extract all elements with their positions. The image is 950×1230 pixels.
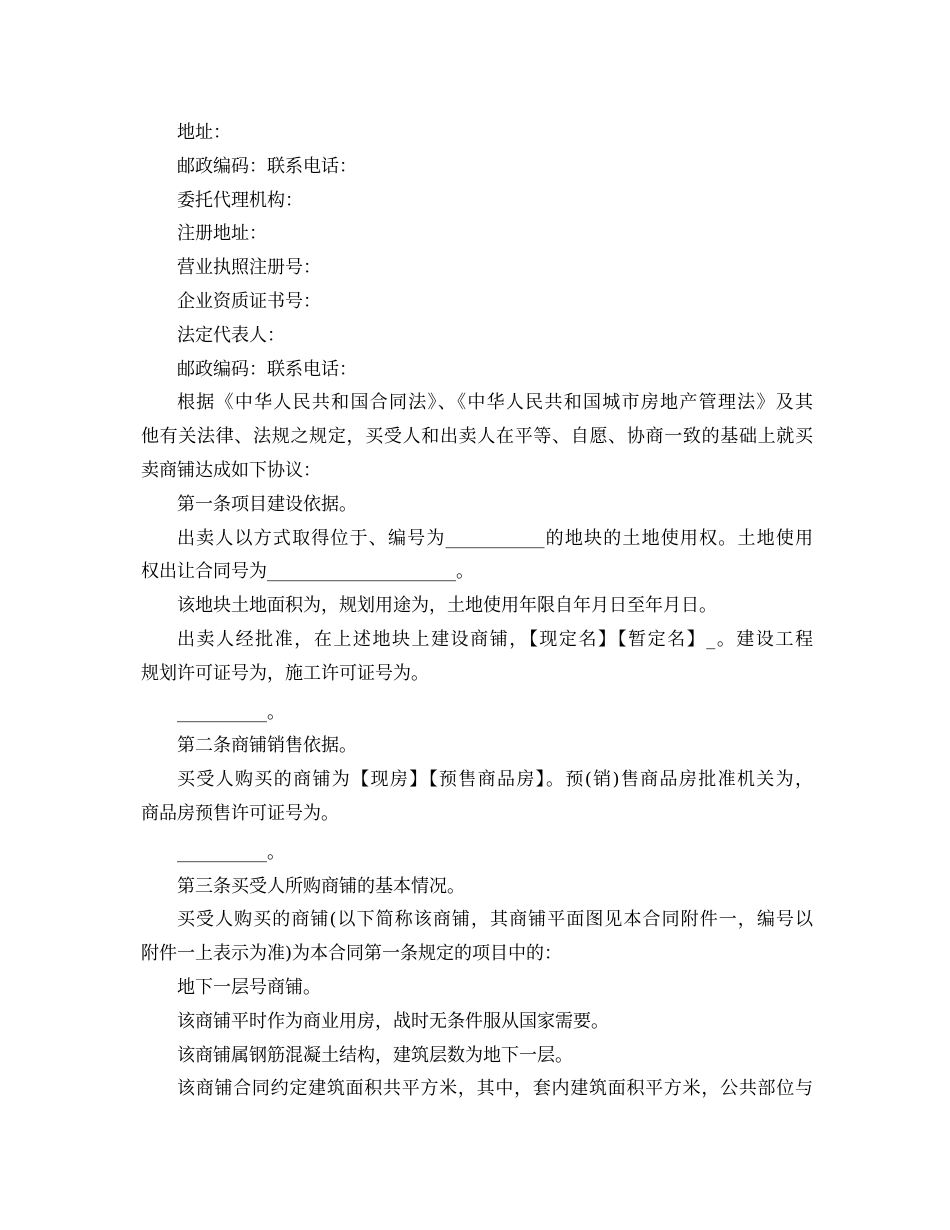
text-line: 该商铺平时作为商业用房，战时无条件服从国家需要。 — [177, 1010, 609, 1032]
blank-fill-line: __________。 — [177, 841, 285, 863]
text-line: 他有关法律、法规之规定，买受人和出卖人在平等、自愿、协商一致的基础上就买 — [141, 426, 813, 448]
text-line: 附件一上表示为准)为本合同第一条规定的项目中的： — [141, 943, 563, 965]
text-line: 注册地址： — [177, 223, 267, 245]
text-line: 该商铺合同约定建筑面积共平方米，其中，套内建筑面积平方米，公共部位与 — [177, 1078, 813, 1100]
text-line: 地下一层号商铺。 — [177, 976, 321, 998]
blank-fill-line: __________。 — [177, 701, 285, 723]
text-line: 委托代理机构： — [177, 189, 303, 211]
section-heading: 第二条商铺销售依据。 — [177, 735, 357, 757]
section-heading: 第三条买受人所购商铺的基本情况。 — [177, 875, 465, 897]
text-line: 规划许可证号为，施工许可证号为。 — [141, 662, 429, 684]
section-heading: 第一条项目建设依据。 — [177, 493, 357, 515]
text-line: 企业资质证书号： — [177, 290, 321, 312]
text-line: 邮政编码：联系电话： — [177, 358, 357, 380]
text-line: 该商铺属钢筋混凝土结构，建筑层数为地下一层。 — [177, 1044, 573, 1066]
text-line: 商品房预售许可证号为。 — [141, 802, 339, 824]
text-line: 根据《中华人民共和国合同法》、《中华人民共和国城市房地产管理法》及其 — [177, 392, 813, 414]
text-line: 营业执照注册号： — [177, 257, 321, 279]
text-line: 买受人购买的商铺(以下简称该商铺，其商铺平面图见本合同附件一，编号以 — [177, 909, 813, 931]
text-line: 出卖人经批准，在上述地块上建设商铺，【现定名】【暂定名】_。建设工程 — [177, 628, 813, 650]
text-line: 买受人购买的商铺为【现房】【预售商品房】。预(销)售商品房批准机关为， — [177, 769, 813, 791]
document-body — [141, 116, 813, 1106]
text-line: 邮政编码：联系电话： — [177, 155, 357, 177]
text-line: 法定代表人： — [177, 324, 285, 346]
text-line: 权出让合同号为_____________________。 — [141, 561, 474, 583]
text-line: 地址： — [177, 122, 231, 143]
text-line: 该地块土地面积为，规划用途为，土地使用年限自年月日至年月日。 — [177, 595, 717, 617]
text-line: 卖商铺达成如下协议： — [141, 459, 321, 481]
text-line: 出卖人以方式取得位于、编号为___________的地块的土地使用权。土地使用 — [177, 527, 813, 549]
